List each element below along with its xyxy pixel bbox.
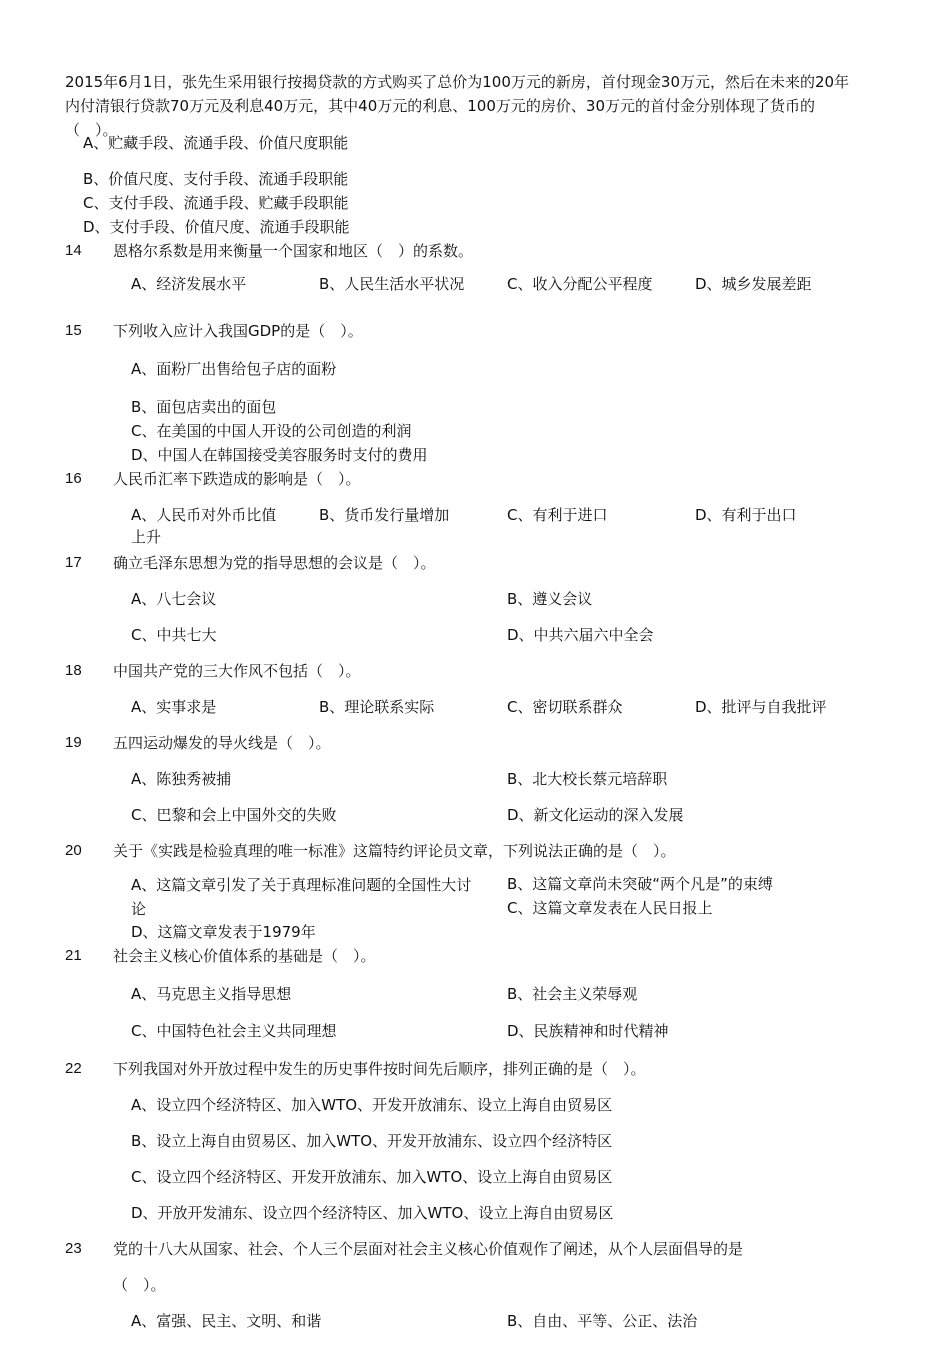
question-17-option-a: A、八七会议 [131,590,217,608]
question-21-stem: 社会主义核心价值体系的基础是（ ）。 [113,947,376,965]
question-19-option-a: A、陈独秀被捕 [131,770,232,788]
question-14-option-d: D、城乡发展差距 [695,275,812,293]
question-19-stem: 五四运动爆发的导火线是（ ）。 [113,734,331,752]
question-16-option-c: C、有利于进口 [507,506,608,524]
question-number: 23 [65,1240,82,1257]
question-15-option-d: D、中国人在韩国接受美容服务时支付的费用 [131,446,428,464]
question-number: 18 [65,662,82,679]
question-21-option-d: D、民族精神和时代精神 [507,1022,669,1040]
question-17-option-d: D、中共六届六中全会 [507,626,654,644]
question-18-option-b: B、理论联系实际 [319,698,435,716]
question-22-option-a: A、设立四个经济特区、加入WTO、开发开放浦东、设立上海自由贸易区 [131,1096,613,1114]
question-19-option-c: C、巴黎和会上中国外交的失败 [131,806,337,824]
question-13-option-d: D、支付手段、价值尺度、流通手段职能 [83,218,350,236]
question-23-stem-blank: （ ）。 [113,1276,166,1294]
question-21-option-a: A、马克思主义指导思想 [131,985,292,1003]
question-20-option-c: C、这篇文章发表在人民日报上 [507,899,713,917]
question-18-stem: 中国共产党的三大作风不包括（ ）。 [113,662,361,680]
question-18-option-a: A、实事求是 [131,698,217,716]
question-20-option-a: A、这篇文章引发了关于真理标准问题的全国性大讨论 [131,876,472,918]
question-number: 14 [65,242,82,259]
question-15-option-a: A、面粉厂出售给包子店的面粉 [131,360,337,378]
question-15-stem: 下列收入应计入我国GDP的是（ ）。 [113,322,363,340]
question-14-option-c: C、收入分配公平程度 [507,275,653,293]
question-17-option-b: B、遵义会议 [507,590,593,608]
question-number: 21 [65,947,82,964]
question-15-option-c: C、在美国的中国人开设的公司创造的利润 [131,422,412,440]
question-16-option-a: A、人民币对外币比值上升 [131,506,277,546]
question-19-option-d: D、新文化运动的深入发展 [507,806,684,824]
question-22-option-b: B、设立上海自由贸易区、加入WTO、开发开放浦东、设立四个经济特区 [131,1132,613,1150]
question-17-stem: 确立毛泽东思想为党的指导思想的会议是（ ）。 [113,554,436,572]
question-number: 19 [65,734,82,751]
question-13-option-a: A、贮藏手段、流通手段、价值尺度职能 [83,134,349,152]
question-number: 16 [65,470,82,487]
question-19-option-b: B、北大校长蔡元培辞职 [507,770,668,788]
question-number: 20 [65,842,82,859]
question-18-option-c: C、密切联系群众 [507,698,623,716]
question-21-option-c: C、中国特色社会主义共同理想 [131,1022,337,1040]
question-22-option-c: C、设立四个经济特区、开发开放浦东、加入WTO、设立上海自由贸易区 [131,1168,613,1186]
question-20-option-d: D、这篇文章发表于1979年 [131,923,316,941]
question-number: 22 [65,1060,82,1077]
question-23-option-a: A、富强、民主、文明、和谐 [131,1312,322,1330]
question-23-option-b: B、自由、平等、公正、法治 [507,1312,698,1330]
question-18-option-d: D、批评与自我批评 [695,698,827,716]
question-22-option-d: D、开放开发浦东、设立四个经济特区、加入WTO、设立上海自由贸易区 [131,1204,614,1222]
question-17-option-c: C、中共七大 [131,626,217,644]
question-22-stem: 下列我国对外开放过程中发生的历史事件按时间先后顺序，排列正确的是（ ）。 [113,1060,646,1078]
question-20-option-b: B、这篇文章尚未突破“两个凡是”的束缚 [507,875,773,893]
question-15-option-b: B、面包店卖出的面包 [131,398,277,416]
question-13-option-c: C、支付手段、流通手段、贮藏手段职能 [83,194,349,212]
question-16-option-d: D、有利于出口 [695,506,797,524]
question-16-stem: 人民币汇率下跌造成的影响是（ ）。 [113,470,361,488]
question-14-stem: 恩格尔系数是用来衡量一个国家和地区（ ）的系数。 [113,242,474,260]
question-14-option-b: B、人民生活水平状况 [319,275,465,293]
question-number: 17 [65,554,82,571]
question-number: 15 [65,322,82,339]
question-20-stem: 关于《实践是检验真理的唯一标准》这篇特约评论员文章，下列说法正确的是（ ）。 [113,842,676,860]
question-13-stem: 2015年6月1日，张先生采用银行按揭贷款的方式购买了总价为100万元的新房，首付现金30万元，然后在未来的20年内付清银行贷款70万元及利息40万元，其中40万元的利息、100万元的房价、30万元的首付金分别体现了货币的（ ）。 [65,73,850,139]
question-14-option-a: A、经济发展水平 [131,275,247,293]
question-21-option-b: B、社会主义荣辱观 [507,985,638,1003]
question-16-option-b: B、货币发行量增加 [319,506,450,524]
question-23-stem: 党的十八大从国家、社会、个人三个层面对社会主义核心价值观作了阐述，从个人层面倡导的是 [113,1240,744,1258]
question-13-option-b: B、价值尺度、支付手段、流通手段职能 [83,170,349,188]
